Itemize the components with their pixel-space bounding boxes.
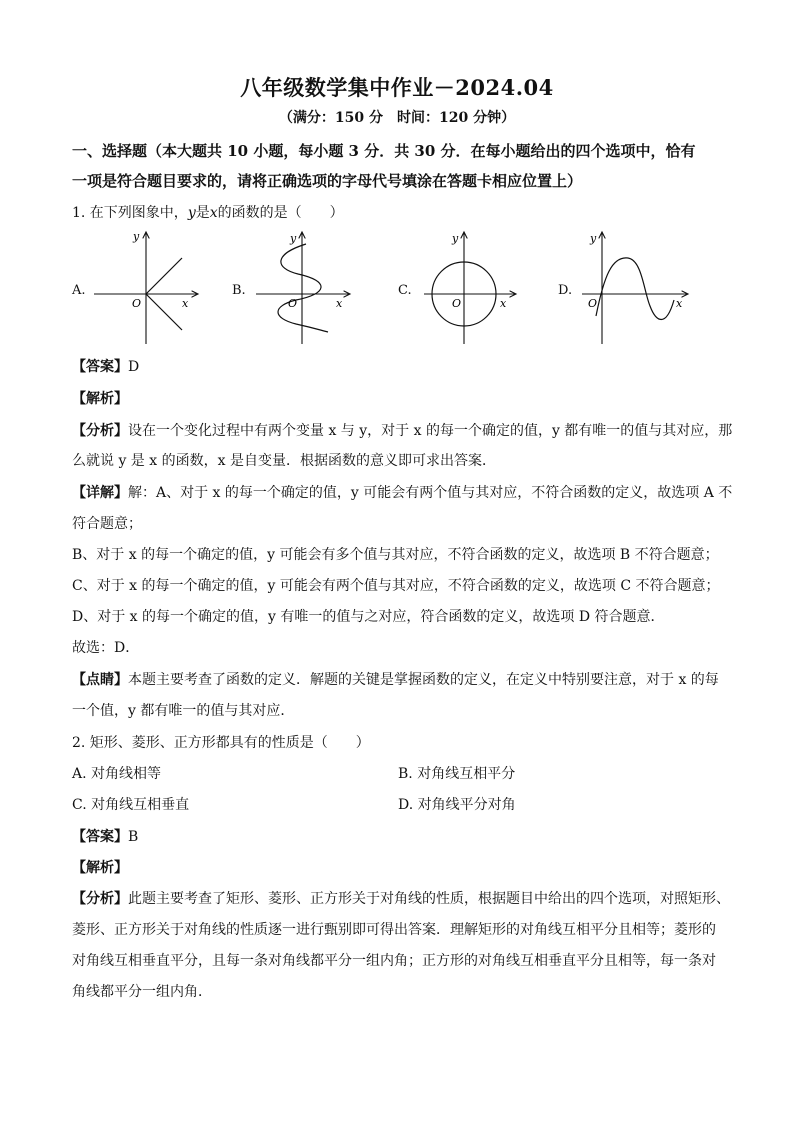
- q2-option-a: A. 对角线相等: [72, 766, 162, 782]
- q1-stem-mid: 是: [195, 205, 210, 221]
- q1-d-x-label: x: [676, 297, 683, 310]
- q1-b-origin-label: O: [288, 297, 298, 310]
- q2-answer-tag: 【答案】: [72, 829, 128, 845]
- page-title: 八年级数学集中作业－2024.04: [240, 75, 554, 100]
- q2-fenxi-line-4: 角线都平分一组内角．: [72, 984, 212, 1000]
- q1-dianjing-line-2: 一个值，y 都有唯一的值与其对应．: [72, 703, 295, 719]
- q1-stem-post: 的函数的是（ ）: [217, 205, 344, 221]
- q1-fenxi-line-2: 么就说 y 是 x 的函数，x 是自变量．根据函数的意义即可求出答案．: [72, 453, 496, 469]
- q1-option-d-label: D.: [558, 283, 573, 298]
- q1-xiangjie-line-4: C、对于 x 的每一个确定的值，y 可能会有两个值与其对应，不符合函数的定义，故选项 C 不符合题意；: [72, 578, 720, 594]
- q1-xiangjie-line-2: 符合题意；: [72, 516, 142, 532]
- q1-var-x: x: [209, 205, 218, 221]
- q1-c-x-label: x: [500, 297, 507, 310]
- q1-dianjing-tag: 【点睛】: [72, 672, 128, 688]
- q2-answer: [72, 827, 732, 847]
- q1-b-x-label: x: [336, 297, 343, 310]
- q2-option-c: C. 对角线互相垂直: [72, 797, 190, 813]
- q1-c-origin-label: O: [452, 297, 462, 310]
- q1-answer: [72, 357, 732, 377]
- q1-answer-value: D: [128, 359, 140, 375]
- q1-a-origin-label: O: [132, 297, 142, 310]
- q2-fenxi-line-1: [72, 889, 732, 909]
- q2-analysis-tag: 【解析】: [72, 860, 128, 876]
- section-heading-line-2: 一项是符合题目要求的，请将正确选项的字母代号填涂在答题卡相应位置上）: [72, 172, 583, 190]
- q2-option-d: D. 对角线平分对角: [398, 797, 516, 813]
- q1-d-y-label: y: [590, 232, 597, 245]
- q1-a-x-label: x: [182, 297, 189, 310]
- q1-xiangjie-tag: 【详解】: [72, 485, 128, 501]
- q1-fenxi-text-1: 设在一个变化过程中有两个变量 x 与 y，对于 x 的每一个确定的值，y 都有唯一的值与其对应，那: [128, 423, 733, 439]
- q1-xiangjie-text-1: 解：A、对于 x 的每一个确定的值，y 可能会有两个值与其对应，不符合函数的定义，故选项 A 不: [128, 485, 733, 501]
- q2-fenxi-line-3: 对角线互相垂直平分，且每一条对角线都平分一组内角；正方形的对角线互相垂直平分且相等，每一条对: [72, 953, 716, 969]
- q1-stem-pre: 1. 在下列图象中，: [72, 205, 188, 221]
- q1-d-origin-label: O: [588, 297, 598, 310]
- page-subtitle: （满分：150 分 时间：120 分钟）: [278, 110, 516, 126]
- section-heading-line-1: 一、选择题（本大题共 10 小题，每小题 3 分．共 30 分．在每小题给出的四个选项中，恰有: [72, 142, 696, 160]
- q1-xiangjie-line-1: [72, 483, 732, 503]
- q2-fenxi-text-1: 此题主要考查了矩形、菱形、正方形关于对角线的性质，根据题目中给出的四个选项，对照矩形、: [128, 891, 730, 907]
- q1-stem: [72, 203, 732, 223]
- q1-c-y-label: y: [452, 232, 459, 245]
- q1-xiangjie-line-3: B、对于 x 的每一个确定的值，y 可能会有多个值与其对应，不符合函数的定义，故选项 B 不符合题意；: [72, 547, 719, 563]
- q2-fenxi-tag: 【分析】: [72, 891, 128, 907]
- q1-var-y: y: [187, 205, 196, 221]
- q1-graph-a: [86, 226, 256, 350]
- q1-answer-tag: 【答案】: [72, 359, 128, 375]
- q2-analysis-heading: [72, 858, 732, 878]
- q2-option-b: B. 对角线互相平分: [398, 766, 516, 782]
- q1-option-b-label: B.: [232, 283, 246, 298]
- q2-fenxi-line-2: 菱形、正方形关于对角线的性质逐一进行甄别即可得出答案．理解矩形的对角线互相平分且相等；菱形的: [72, 922, 716, 938]
- q1-b-y-label: y: [290, 232, 297, 245]
- q1-fenxi-line-1: [72, 421, 732, 441]
- q1-graph-b: [250, 226, 420, 350]
- q1-analysis-tag: 【解析】: [72, 391, 128, 407]
- q1-dianjing-line-1: [72, 670, 732, 690]
- q1-xiangjie-line-5: D、对于 x 的每一个确定的值，y 有唯一的值与之对应，符合函数的定义，故选项 D 符合题意．: [72, 609, 665, 625]
- q2-stem: 2. 矩形、菱形、正方形都具有的性质是（ ）: [72, 735, 370, 751]
- q1-option-a-label: A.: [72, 283, 86, 298]
- q1-choose: 故选：D．: [72, 640, 140, 656]
- q1-a-y-label: y: [133, 230, 140, 243]
- section-heading: [72, 136, 732, 196]
- q1-analysis-heading: [72, 389, 732, 409]
- q1-dianjing-text-1: 本题主要考查了函数的定义．解题的关键是掌握函数的定义，在定义中特别要注意，对于 x 的每: [128, 672, 719, 688]
- q1-graph-d: [576, 226, 746, 350]
- q1-fenxi-tag: 【分析】: [72, 423, 128, 439]
- q2-answer-value: B: [128, 829, 139, 845]
- q1-option-c-label: C.: [398, 283, 412, 298]
